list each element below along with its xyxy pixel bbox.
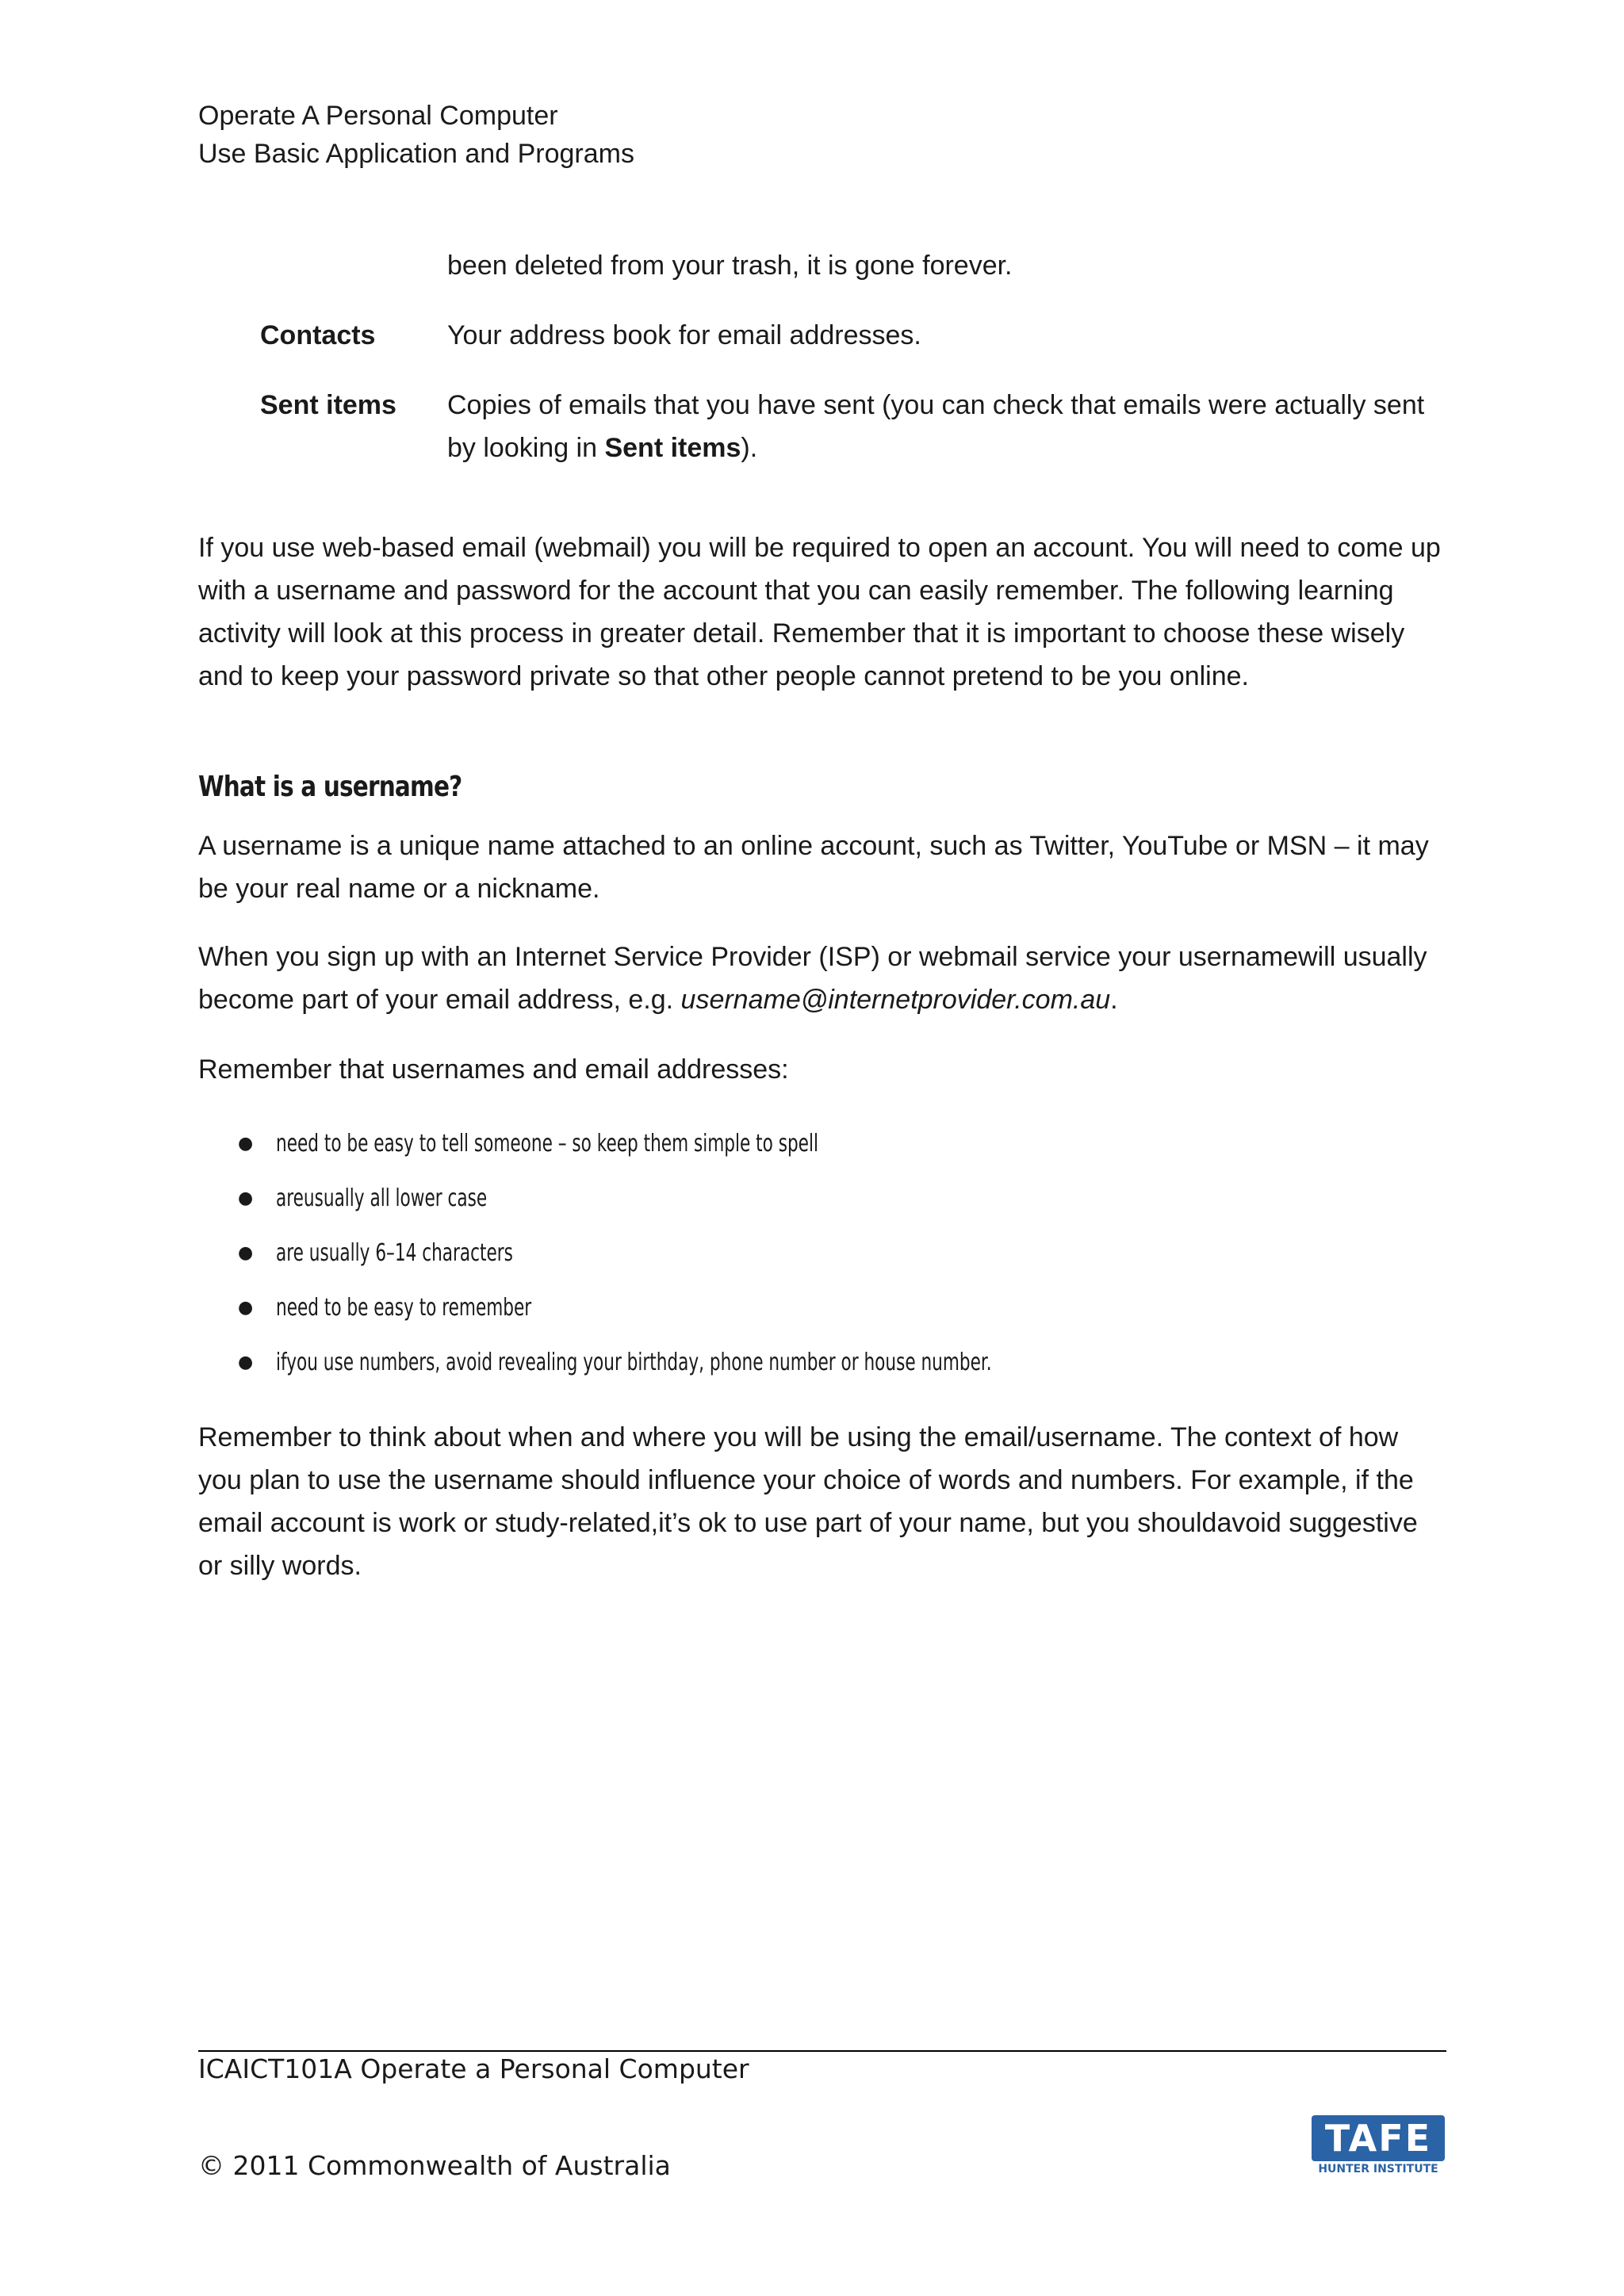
list-item: ● need to be easy to remember — [198, 1280, 1270, 1335]
bullet-icon: ● — [238, 1298, 254, 1318]
definition-desc: Copies of emails that you have sent (you can check that emails were actually sent by looking in Sent items). — [447, 390, 1425, 463]
bullet-icon: ● — [238, 1353, 254, 1372]
header-title: Operate A Personal Computer — [198, 101, 558, 131]
definitions-list — [198, 244, 1435, 496]
remember-paragraph: Remember that usernames and email addresses: — [198, 1054, 789, 1085]
isp-paragraph: When you sign up with an Internet Service Provider (ISP) or webmail service your usernamewill usually become part of your email address, e.g. username@internetprovider.com.au. — [198, 942, 1427, 1015]
example-email: username@internetprovider.com.au — [680, 985, 1111, 1015]
logo-wordmark: TAFE — [1312, 2115, 1445, 2161]
bullet-icon: ● — [238, 1243, 254, 1263]
list-item: ● ifyou use numbers, avoid revealing your birthday, phone number or house number. — [198, 1335, 1270, 1390]
page-header — [198, 97, 634, 173]
sent-items-emphasis: Sent items — [604, 433, 741, 463]
definition-desc: Your address book for email addresses. — [447, 320, 921, 350]
list-item: ● need to be easy to tell someone – so keep them simple to spell — [198, 1116, 1270, 1171]
definition-contacts — [198, 314, 1435, 357]
username-definition-paragraph: A username is a unique name attached to an online account, such as Twitter, YouTube or MSN – it may be your real name or a nickname. — [198, 831, 1429, 904]
username-rules-list — [198, 1116, 1270, 1390]
footer-divider — [198, 2050, 1446, 2052]
tafe-logo — [1312, 2115, 1445, 2180]
bullet-icon: ● — [238, 1134, 254, 1154]
definition-desc: been deleted from your trash, it is gone forever. — [447, 251, 1013, 281]
list-item: ● areusually all lower case — [198, 1171, 1270, 1226]
definition-sent-items — [198, 384, 1435, 469]
footer-copyright: © 2011 Commonwealth of Australia — [198, 2150, 671, 2181]
header-subtitle: Use Basic Application and Programs — [198, 139, 634, 169]
context-paragraph: Remember to think about when and where you will be using the email/username. The context of how you plan to use the username should influence your choice of words and numbers. For example, if the email account is work or study-related,it’s ok to use part of your name, but you shouldavoid suggestive or silly words. — [198, 1422, 1418, 1581]
webmail-paragraph: If you use web-based email (webmail) you will be required to open an account. You will need to come up with a username and password for the account that you can easily remember. The following learning activity will look at this process in greater detail. Remember that it is important to choose these wisely and to keep your password private so that other people cannot pretend to be you online. — [198, 533, 1441, 691]
footer-course: ICAICT101A Operate a Personal Computer — [198, 2053, 749, 2084]
section-heading: What is a username? — [198, 771, 462, 803]
bullet-icon: ● — [238, 1188, 254, 1208]
definition-trash-continued — [198, 244, 1435, 287]
definition-term: Sent items — [260, 390, 396, 420]
logo-subtitle: HUNTER INSTITUTE — [1318, 2163, 1438, 2175]
list-item: ● are usually 6–14 characters — [198, 1226, 1270, 1280]
definition-term: Contacts — [260, 320, 376, 350]
